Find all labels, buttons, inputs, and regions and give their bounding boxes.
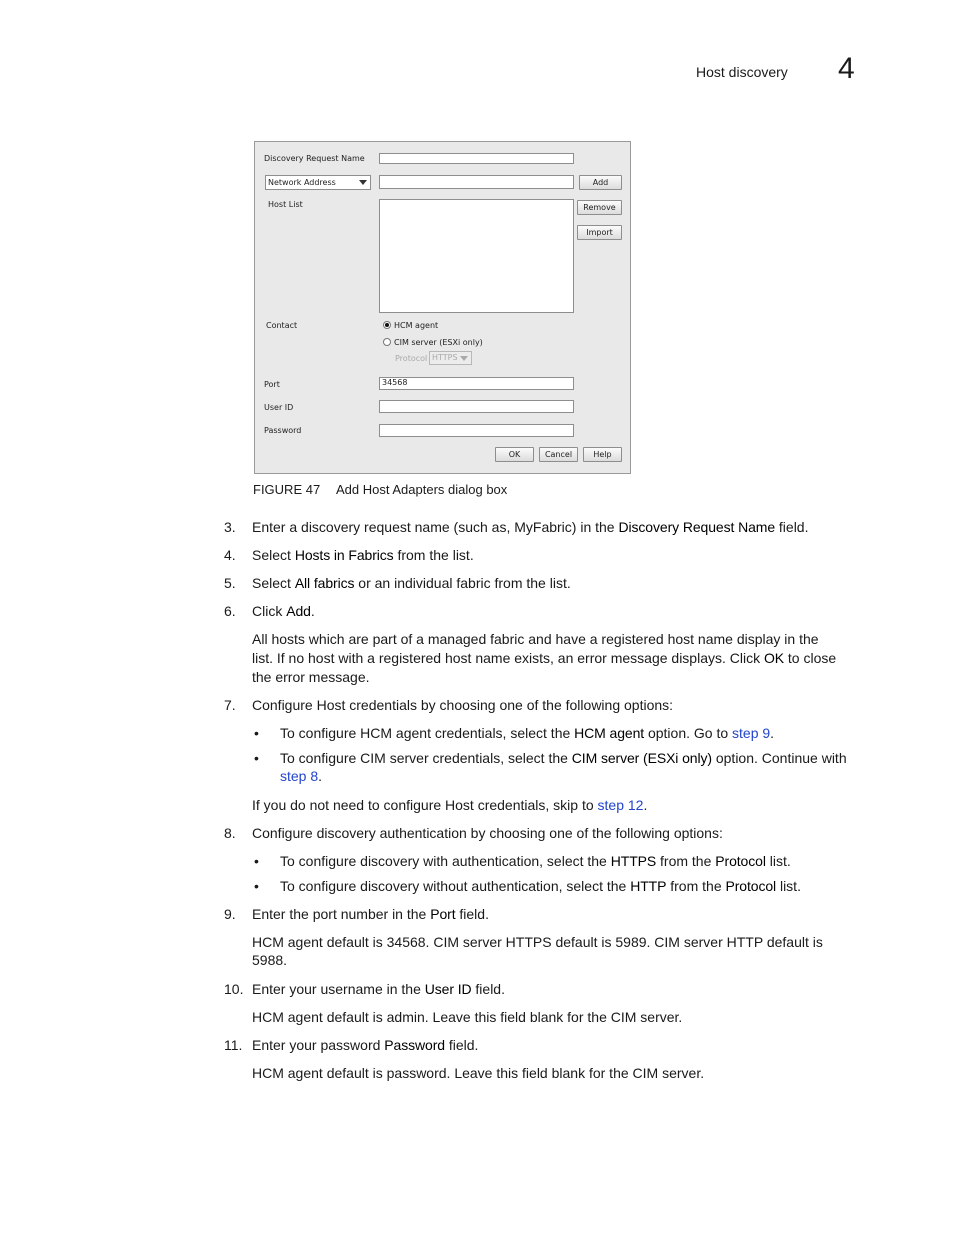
chevron-down-icon (359, 180, 367, 185)
step-number: 9. (224, 906, 236, 922)
add-button[interactable]: Add (579, 175, 622, 190)
bullet-text (280, 877, 872, 895)
ui-term: HTTP (630, 878, 667, 894)
ui-term: User ID (424, 981, 472, 997)
step-number: 5. (224, 575, 236, 591)
bullet-text (280, 724, 872, 742)
bullet-icon: • (254, 750, 259, 766)
note-text: list. If no host with a registered host name exists, an error message displays. Click (252, 650, 764, 666)
ui-term: Discovery Request Name (618, 519, 776, 535)
cim-server-radio[interactable] (383, 338, 391, 346)
discovery-request-name-label: Discovery Request Name (264, 154, 365, 163)
step-text: Enter your password (252, 1037, 385, 1053)
bullet-fragment: from the (656, 853, 716, 869)
host-list-label: Host List (268, 200, 303, 209)
address-type-dropdown[interactable] (265, 175, 371, 190)
import-button[interactable]: Import (577, 225, 622, 240)
step-12-link[interactable]: step 12 (597, 797, 644, 813)
step-text: Select (252, 547, 295, 563)
contact-label: Contact (266, 321, 298, 330)
ok-button[interactable]: OK (495, 447, 534, 462)
bullet-fragment: To configure discovery without authentication, select the (280, 878, 631, 894)
step-6 (224, 602, 315, 620)
ui-term: HCM agent (574, 725, 645, 741)
figure-label: FIGURE 47 (253, 482, 321, 497)
host-list-box[interactable] (379, 199, 574, 313)
remove-button[interactable]: Remove (577, 200, 622, 215)
ui-term: Protocol (725, 878, 777, 894)
user-id-label: User ID (264, 403, 294, 412)
step-text: Configure Host credentials by choosing one of the following options: (252, 697, 674, 713)
running-header: Host discovery (696, 64, 788, 80)
ui-term: Hosts in Fabrics (294, 547, 394, 563)
ui-term: All fabrics (294, 575, 355, 591)
step-text: Enter the port number in the (252, 906, 431, 922)
step-9-link[interactable]: step 9 (732, 725, 771, 741)
port-label: Port (264, 380, 280, 389)
step-text: Enter a discovery request name (such as, MyFabric) in the (252, 519, 619, 535)
step-9 (224, 905, 489, 923)
bullet-text (280, 749, 872, 785)
step-text: Configure discovery authentication by choosing one of the following options: (252, 825, 723, 841)
bullet-fragment: . (770, 725, 775, 741)
note-line: 5988. (252, 952, 288, 968)
note-line: the error message. (252, 669, 370, 685)
step-number: 11. (224, 1037, 243, 1053)
bullet-fragment: To configure discovery with authentication, select the (280, 853, 611, 869)
user-id-field[interactable] (379, 400, 574, 413)
step-text: or an individual fabric from the list. (354, 575, 571, 591)
step-10 (224, 980, 505, 998)
protocol-value: HTTPS (432, 353, 458, 362)
password-field[interactable] (379, 424, 574, 437)
bullet-fragment: option. Go to (644, 725, 733, 741)
figure-title: Add Host Adapters dialog box (336, 482, 508, 497)
note-line: All hosts which are part of a managed fabric and have a registered host name display in the (252, 631, 819, 647)
cim-server-radio-label: CIM server (ESXi only) (394, 338, 483, 347)
bullet-icon: • (254, 878, 259, 894)
bullet-text (280, 852, 872, 870)
note-text: . (643, 797, 648, 813)
step-number: 7. (224, 697, 236, 713)
step-text: from the list. (393, 547, 474, 563)
step-6-note (252, 630, 872, 687)
step-text: field. (471, 981, 505, 997)
bullet-fragment: from the (666, 878, 726, 894)
note-text: to close (784, 650, 837, 666)
note-line (252, 649, 872, 668)
port-field[interactable]: 34568 (379, 377, 574, 390)
ui-term: Port (430, 906, 456, 922)
bullet-fragment: option. Continue with (711, 750, 847, 766)
step-4 (224, 546, 474, 564)
ui-term: Add (286, 603, 311, 619)
cancel-button[interactable]: Cancel (539, 447, 578, 462)
step-3 (224, 518, 808, 536)
step-text: Click (252, 603, 287, 619)
password-label: Password (264, 426, 302, 435)
bullet-fragment: To configure CIM server credentials, select the (280, 750, 572, 766)
figure-caption (253, 482, 507, 497)
help-button[interactable]: Help (583, 447, 622, 462)
step-7-note (252, 796, 872, 815)
step-10-note: HCM agent default is admin. Leave this field blank for the CIM server. (252, 1009, 683, 1025)
step-number: 8. (224, 825, 236, 841)
step-text: field. (775, 519, 809, 535)
note-text: If you do not need to configure Host credentials, skip to (252, 797, 598, 813)
ui-term: CIM server (ESXi only) (571, 750, 712, 766)
discovery-request-name-field[interactable] (379, 153, 574, 164)
address-type-value: Network Address (268, 178, 336, 187)
hcm-agent-radio[interactable] (383, 321, 391, 329)
chapter-number: 4 (838, 52, 855, 85)
step-8 (224, 824, 723, 842)
bullet-icon: • (254, 725, 259, 741)
step-number: 6. (224, 603, 236, 619)
step-8-link[interactable]: step 8 (280, 768, 319, 784)
add-host-adapters-dialog (254, 141, 631, 474)
step-number: 3. (224, 519, 236, 535)
chevron-down-icon (460, 356, 468, 361)
bullet-fragment: To configure HCM agent credentials, select the (280, 725, 575, 741)
step-11 (224, 1036, 478, 1054)
hcm-agent-radio-label: HCM agent (394, 321, 439, 330)
step-number: 10. (224, 981, 244, 997)
step-9-note (252, 933, 872, 969)
network-address-field[interactable] (379, 175, 574, 189)
ui-term: HTTPS (610, 853, 657, 869)
note-line: HCM agent default is 34568. CIM server HTTPS default is 5989. CIM server HTTP default is (252, 934, 823, 950)
protocol-dropdown[interactable] (429, 351, 472, 365)
step-text: Enter your username in the (252, 981, 425, 997)
bullet-fragment: list. (765, 853, 791, 869)
bullet-fragment: . (318, 768, 323, 784)
step-5 (224, 574, 571, 592)
bullet-fragment: list. (776, 878, 801, 894)
bullet-icon: • (254, 853, 259, 869)
step-number: 4. (224, 547, 236, 563)
protocol-label: Protocol (395, 354, 428, 363)
step-text: Select (252, 575, 295, 591)
step-11-note: HCM agent default is password. Leave this field blank for the CIM server. (252, 1065, 705, 1081)
step-text: field. (455, 906, 489, 922)
ui-term: OK (764, 650, 785, 666)
ui-term: Password (384, 1037, 445, 1053)
step-text: . (310, 603, 315, 619)
step-7 (224, 696, 673, 714)
step-text: field. (444, 1037, 479, 1053)
ui-term: Protocol (715, 853, 766, 869)
